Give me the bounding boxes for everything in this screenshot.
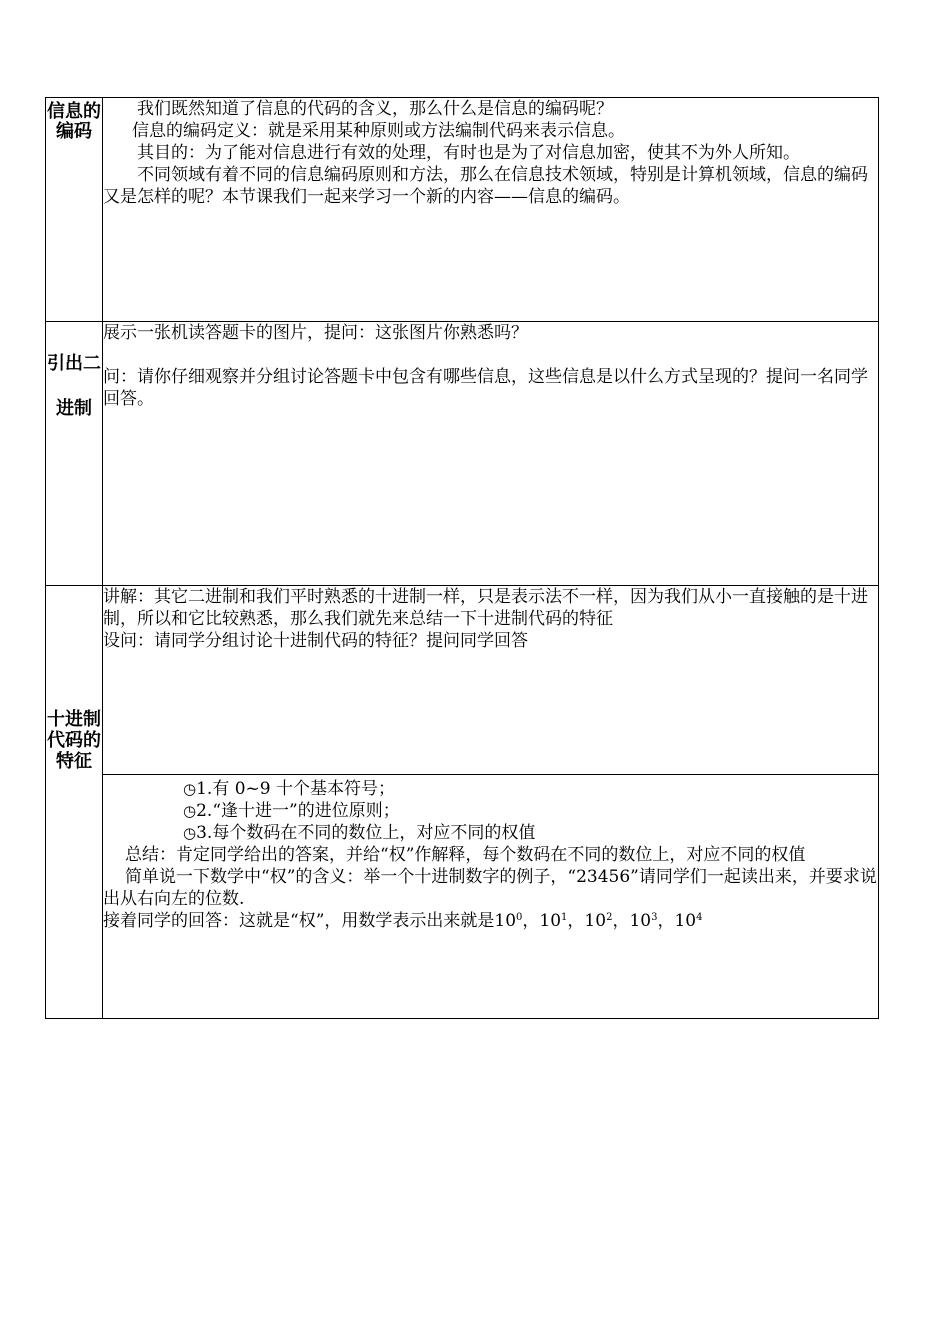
separator: ， [612, 911, 630, 931]
paragraph: 问：请你仔细观察并分组讨论答题卡中包含有哪些信息，这些信息是以什么方式呈现的？提问一名同学回答。 [103, 367, 868, 409]
powers-list [494, 911, 702, 931]
lesson-plan-table [45, 97, 879, 1019]
power-of-ten: $10^4$ [674, 911, 703, 931]
power-of-ten: $10^3$ [629, 911, 658, 931]
clock-icon: ◷ [183, 802, 197, 820]
power-of-ten: $10^1$ [539, 911, 568, 931]
row-label-cell [46, 586, 103, 1019]
row-content-cell [103, 322, 879, 586]
separator: ， [657, 911, 675, 931]
feature-item: ◷3.每个数码在不同的数位上，对应不同的权值 [183, 823, 536, 843]
row-label-cell [46, 98, 103, 322]
row-information-encoding [46, 98, 879, 322]
power-of-ten: $10^0$ [494, 911, 523, 931]
paragraph: 我们既然知道了信息的代码的含义，那么什么是信息的编码呢？ [137, 99, 613, 119]
row-content-cell [103, 586, 879, 775]
row-decimal-features-lower [46, 775, 879, 1019]
paragraph: 展示一张机读答题卡的图片，提问：这张图片你熟悉吗？ [103, 323, 528, 343]
row-label: 十进制代码的特征 [47, 709, 101, 772]
feature-item: ◷2.“逢十进一”的进位原则； [183, 801, 400, 821]
clock-icon: ◷ [183, 824, 197, 842]
paragraph: 其目的：为了能对信息进行有效的处理，有时也是为了对信息加密，使其不为外人所知。 [137, 143, 800, 163]
paragraph: 讲解：其它二进制和我们平时熟悉的十进制一样，只是表示法不一样，因为我们从小一直接触的是十进制，所以和它比较熟悉，那么我们就先来总结一下十进制代码的特征 [103, 587, 868, 629]
separator: ， [567, 911, 585, 931]
row-label: 引出二进制 [47, 353, 101, 419]
paragraph: 不同领域有着不同的信息编码原则和方法，那么在信息技术领域，特别是计算机领域，信息的编码又是怎样的呢？本节课我们一起来学习一个新的内容——信息的编码。 [103, 165, 868, 207]
paragraph: 设问：请同学分组讨论十进制代码的特征？提问同学回答 [103, 631, 528, 651]
paragraph: 信息的编码定义：就是采用某种原则或方法编制代码来表示信息。 [132, 121, 625, 141]
clock-icon: ◷ [183, 780, 197, 798]
row-introduce-binary [46, 322, 879, 586]
spacer [103, 344, 878, 366]
summary-paragraph: 总结：肯定同学给出的答案，并给“权”作解释，每个数码在不同的数位上，对应不同的权值 [125, 845, 806, 865]
row-label-cell [46, 322, 103, 586]
row-content-cell [103, 775, 879, 1019]
powers-paragraph: 接着同学的回答：这就是“权”，用数学表示出来就是$10^0$，$10^1$，$10^2$，$10^3$，$10^4$ [103, 911, 703, 931]
power-of-ten: $10^2$ [584, 911, 613, 931]
feature-item: ◷1.有 0~9 十个基本符号； [183, 779, 395, 799]
row-decimal-features-upper [46, 586, 879, 775]
example-paragraph: 简单说一下数学中“权”的含义：举一个十进制数字的例子，“23456”请同学们一起读出来，并要求说出从右向左的位数. [103, 867, 877, 909]
row-label: 信息的编码 [47, 101, 101, 142]
row-content-cell [103, 98, 879, 322]
separator: ， [522, 911, 540, 931]
